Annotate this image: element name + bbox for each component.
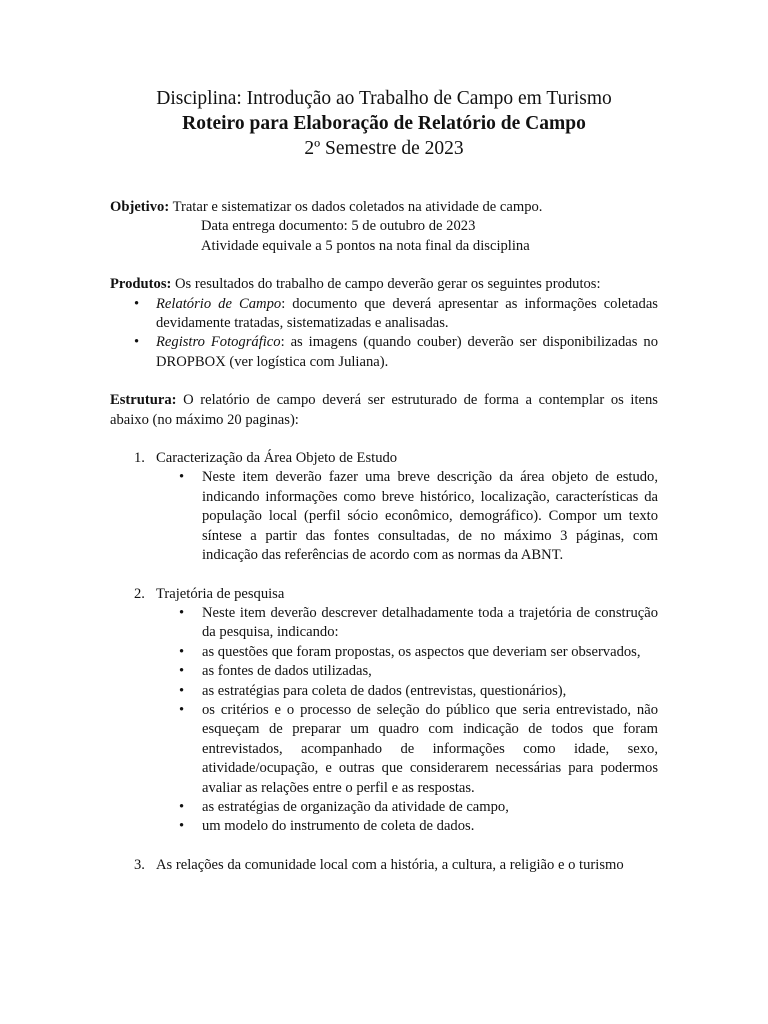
document-title: Roteiro para Elaboração de Relatório de Campo [182, 113, 586, 134]
section-title: Caracterização da Área Objeto de Estudo [156, 450, 398, 467]
item-text: as estratégias para coleta de dados (entrevistas, questionários), [202, 682, 567, 699]
bullet-icon: • [134, 295, 140, 312]
section-number: 1. [134, 450, 145, 467]
bullet-icon: • [179, 604, 185, 621]
section-number: 3. [134, 856, 145, 873]
produtos-paragraph [110, 275, 658, 294]
list-item [110, 798, 658, 817]
product-title: Registro Fotográfico [156, 334, 281, 351]
item-text: as fontes de dados utilizadas, [202, 663, 372, 680]
section-heading [110, 856, 658, 875]
bullet-icon: • [179, 798, 185, 815]
list-item [110, 817, 658, 836]
item-text: os critérios e o processo de seleção do público que seria entrevistado, não esqueçam de preparar um quadro com indicação de todos que foram entrevistados, acompanhado de informações como idade, sexo, atividade/ocupação, e outras que considerarem necessárias para podermos avaliar as relações entre o perfil e as respostas. [202, 701, 658, 796]
document-header [0, 86, 768, 161]
product-text: : as imagens (quando couber) deverão ser disponibilizadas no DROPBOX (ver logística com Juliana). [156, 334, 658, 370]
section-number: 2. [134, 585, 145, 602]
list-item [110, 333, 658, 372]
bullet-icon: • [179, 643, 185, 660]
estrutura-paragraph [110, 391, 658, 430]
section-heading [110, 585, 658, 604]
item-text: Neste item deverão fazer uma breve descrição da área objeto de estudo, indicando informações como breve histórico, localização, características da população local (perfil sócio econômico, demográfico). Compor um texto síntese a partir das fontes consultadas, de no máximo 3 páginas, com indicação das referências de acordo com as normas da ABNT. [202, 469, 658, 564]
bullet-icon: • [134, 334, 140, 351]
section-title: As relações da comunidade local com a história, a cultura, a religião e o turismo [156, 856, 624, 873]
item-text: as questões que foram propostas, os aspectos que deveriam ser observados, [202, 643, 641, 660]
list-item [110, 643, 658, 662]
document-body [110, 198, 658, 875]
product-text: : documento que deverá apresentar as informações coletadas devidamente tratadas, sistematizadas e analisadas. [156, 295, 658, 332]
bullet-icon: • [179, 818, 185, 835]
objetivo-label: Objetivo: [110, 199, 170, 215]
estrutura-text: O relatório de campo deverá ser estruturado de forma a contemplar os itens abaixo (no máximo 20 paginas): [110, 392, 658, 428]
list-item [110, 662, 658, 681]
section-heading [110, 449, 658, 468]
list-item [110, 295, 658, 334]
list-item [110, 701, 658, 798]
objetivo-text: Tratar e sistematizar os dados coletados na atividade de campo. [169, 199, 543, 215]
estrutura-label: Estrutura: [110, 392, 177, 409]
objetivo-paragraph [110, 198, 658, 217]
course-title: Disciplina: Introdução ao Trabalho de Campo em Turismo [156, 88, 612, 109]
bullet-icon: • [179, 682, 185, 699]
item-text: Neste item deverão descrever detalhadamente toda a trajetória de construção da pesquisa, indicando: [202, 604, 658, 641]
list-item [110, 604, 658, 643]
delivery-date: Data entrega documento: 5 de outubro de 2023 [201, 218, 476, 235]
list-item [110, 682, 658, 701]
item-text: as estratégias de organização da atividade de campo, [202, 798, 509, 815]
product-title: Relatório de Campo [156, 295, 282, 312]
grade-weight: Atividade equivale a 5 pontos na nota final da disciplina [201, 237, 530, 254]
list-item [110, 468, 658, 565]
section-title: Trajetória de pesquisa [156, 585, 285, 602]
item-text: um modelo do instrumento de coleta de dados. [202, 818, 475, 835]
produtos-label: Produtos: [110, 276, 172, 293]
bullet-icon: • [179, 701, 185, 718]
produtos-text: Os resultados do trabalho de campo deverão gerar os seguintes produtos: [171, 276, 601, 293]
bullet-icon: • [179, 469, 185, 486]
semester: 2º Semestre de 2023 [304, 138, 464, 159]
bullet-icon: • [179, 663, 185, 680]
